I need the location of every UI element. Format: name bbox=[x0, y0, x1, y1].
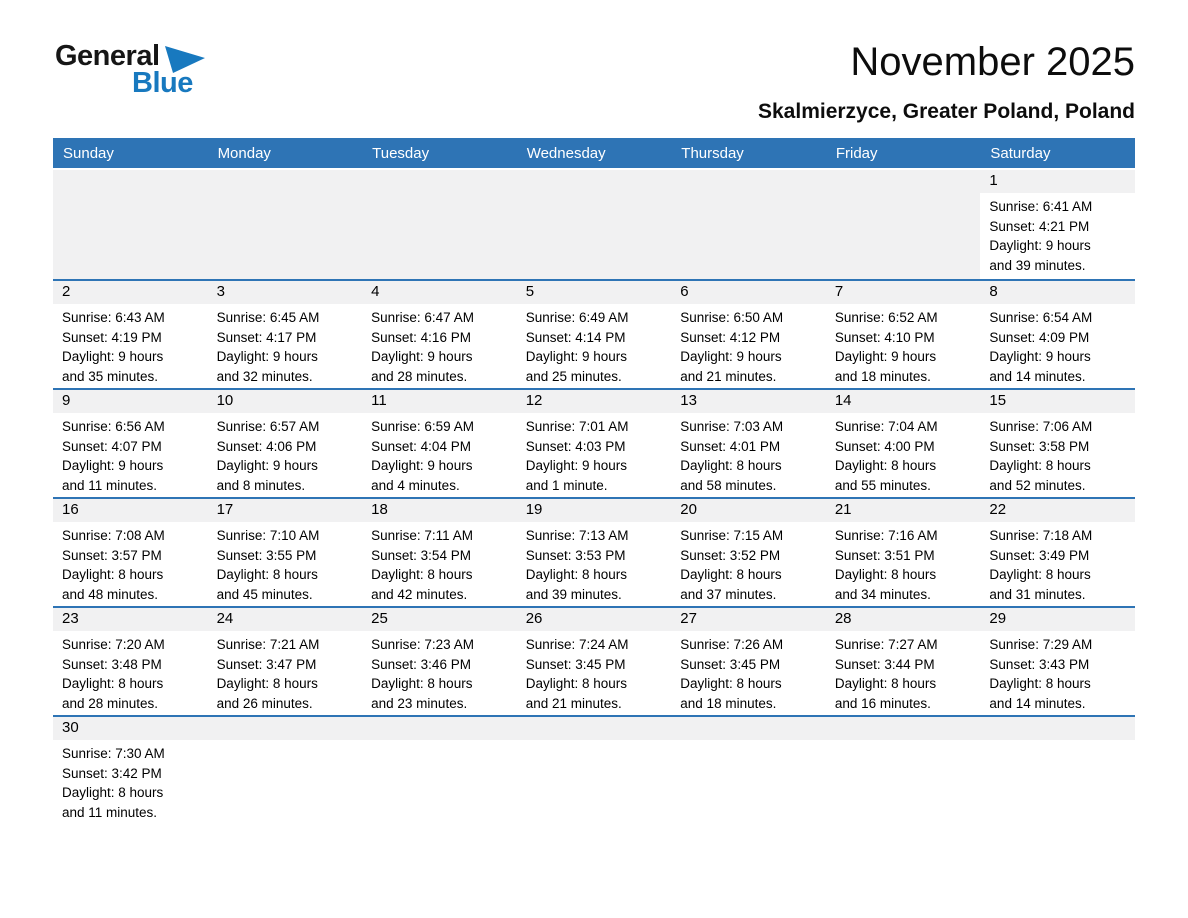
day-cell bbox=[517, 390, 672, 497]
day-cell-line: Sunrise: 6:52 AM bbox=[834, 310, 938, 325]
day-cell-line: Sunset: 3:49 PM bbox=[989, 547, 1090, 563]
day-cell-line: Sunrise: 6:47 AM bbox=[371, 310, 474, 325]
day-number: 25 bbox=[362, 608, 517, 631]
day-cell bbox=[980, 499, 1135, 606]
day-cell-line: and 28 minutes. bbox=[62, 695, 159, 711]
day-cell-line: Daylight: 8 hours bbox=[62, 785, 164, 800]
day-cell-line: Sunrise: 7:24 AM bbox=[525, 637, 629, 652]
day-cell-line: Daylight: 9 hours bbox=[834, 349, 937, 364]
weekday-label: Wednesday bbox=[526, 144, 606, 162]
day-cell-line: Sunrise: 6:43 AM bbox=[62, 310, 165, 325]
day-cell-line: Sunset: 3:52 PM bbox=[680, 547, 781, 563]
day-cell bbox=[980, 170, 1135, 279]
day-number: 3 bbox=[208, 281, 363, 304]
empty-day-cell bbox=[362, 170, 517, 279]
day-cell-line: Daylight: 8 hours bbox=[989, 676, 1091, 691]
weekday-label: Monday bbox=[217, 144, 271, 162]
day-number: 24 bbox=[208, 608, 363, 631]
day-cell-line: Sunset: 4:19 PM bbox=[62, 329, 162, 345]
day-cell-line: Daylight: 8 hours bbox=[989, 567, 1091, 582]
empty-number-band bbox=[826, 717, 981, 740]
day-cell-line: Sunrise: 7:16 AM bbox=[834, 528, 938, 543]
day-cell-line: Daylight: 9 hours bbox=[371, 349, 473, 364]
day-cell-line: Sunset: 3:53 PM bbox=[525, 547, 626, 563]
day-cell-line: and 14 minutes. bbox=[989, 368, 1086, 384]
day-cell-line: Sunset: 3:58 PM bbox=[989, 438, 1090, 454]
day-cell bbox=[53, 499, 208, 606]
day-cell bbox=[826, 281, 981, 388]
weekday-label: Sunday bbox=[63, 144, 114, 162]
day-cell bbox=[362, 390, 517, 497]
logo-text-blue: Blue bbox=[132, 67, 193, 99]
weekday-label: Saturday bbox=[990, 144, 1051, 162]
day-number: 1 bbox=[980, 170, 1135, 193]
day-cell-line: Sunset: 4:06 PM bbox=[216, 438, 317, 454]
week-row bbox=[53, 279, 1135, 388]
day-cell bbox=[671, 390, 826, 497]
day-number: 2 bbox=[53, 281, 208, 304]
day-cell-details bbox=[53, 631, 208, 713]
weekday-label: Tuesday bbox=[372, 144, 430, 162]
day-cell-line: Sunset: 3:46 PM bbox=[371, 656, 471, 672]
day-cell-details bbox=[517, 522, 672, 604]
day-cell-line: Sunrise: 6:54 AM bbox=[989, 310, 1093, 325]
day-cell bbox=[980, 390, 1135, 497]
day-cell-line: Sunrise: 7:23 AM bbox=[371, 637, 474, 652]
calendar bbox=[53, 138, 1135, 824]
day-cell-line: Sunrise: 7:13 AM bbox=[525, 528, 629, 543]
logo-text-general: General bbox=[55, 40, 160, 72]
day-cell-details bbox=[208, 631, 363, 713]
day-cell-details bbox=[980, 304, 1135, 386]
day-cell-details bbox=[362, 413, 517, 495]
day-cell-details bbox=[517, 304, 672, 386]
day-number: 14 bbox=[826, 390, 981, 413]
day-cell-line: Daylight: 8 hours bbox=[62, 676, 164, 691]
day-cell-line: and 18 minutes. bbox=[680, 695, 777, 711]
day-cell-line: and 37 minutes. bbox=[680, 586, 777, 602]
page-subtitle: Skalmierzyce, Greater Poland, Poland bbox=[758, 100, 1135, 123]
day-number: 5 bbox=[517, 281, 672, 304]
day-cell-details bbox=[671, 413, 826, 495]
week-row bbox=[53, 388, 1135, 497]
day-number: 6 bbox=[671, 281, 826, 304]
day-cell-line: Sunrise: 6:49 AM bbox=[525, 310, 629, 325]
day-number: 26 bbox=[517, 608, 672, 631]
day-cell-details bbox=[362, 522, 517, 604]
day-cell-line: and 21 minutes. bbox=[680, 368, 777, 384]
day-cell bbox=[517, 499, 672, 606]
day-cell-line: Daylight: 9 hours bbox=[525, 458, 628, 473]
day-cell-line: and 39 minutes. bbox=[525, 586, 622, 602]
day-cell-line: and 23 minutes. bbox=[371, 695, 468, 711]
day-cell-line: Sunrise: 7:04 AM bbox=[834, 419, 938, 434]
general-blue-logo bbox=[55, 40, 265, 104]
day-number: 8 bbox=[980, 281, 1135, 304]
day-cell-line: Sunrise: 7:27 AM bbox=[834, 637, 938, 652]
day-cell-line: and 45 minutes. bbox=[216, 586, 313, 602]
day-cell bbox=[208, 390, 363, 497]
day-cell-line: Sunset: 4:03 PM bbox=[525, 438, 626, 454]
day-cell-line: and 28 minutes. bbox=[371, 368, 468, 384]
day-cell-line: Daylight: 8 hours bbox=[525, 676, 628, 691]
day-cell-line: Daylight: 9 hours bbox=[216, 349, 318, 364]
day-cell-details bbox=[980, 413, 1135, 495]
day-cell-line: and 25 minutes. bbox=[525, 368, 622, 384]
title-block bbox=[265, 40, 1135, 124]
day-cell-line: Sunrise: 6:56 AM bbox=[62, 419, 165, 434]
day-cell-details bbox=[53, 304, 208, 386]
day-cell-line: and 8 minutes. bbox=[216, 477, 306, 493]
day-cell-line: Sunset: 4:00 PM bbox=[834, 438, 935, 454]
day-number: 9 bbox=[53, 390, 208, 413]
day-cell-line: and 26 minutes. bbox=[216, 695, 313, 711]
empty-day-cell bbox=[517, 170, 672, 279]
day-cell-line: Sunrise: 6:50 AM bbox=[680, 310, 784, 325]
day-number: 30 bbox=[53, 717, 208, 740]
day-cell-line: Daylight: 9 hours bbox=[989, 349, 1091, 364]
day-cell-line: and 31 minutes. bbox=[989, 586, 1086, 602]
day-cell-details bbox=[826, 522, 981, 604]
day-cell-line: and 42 minutes. bbox=[371, 586, 468, 602]
day-number: 23 bbox=[53, 608, 208, 631]
day-cell-line: Sunrise: 7:11 AM bbox=[371, 528, 473, 543]
day-cell-line: and 4 minutes. bbox=[371, 477, 460, 493]
day-cell bbox=[517, 281, 672, 388]
day-cell-line: and 55 minutes. bbox=[834, 477, 931, 493]
day-cell-line: Daylight: 8 hours bbox=[834, 567, 937, 582]
empty-day-cell bbox=[53, 170, 208, 279]
day-cell-line: Sunset: 3:47 PM bbox=[216, 656, 317, 672]
day-cell-line: and 11 minutes. bbox=[62, 804, 158, 820]
day-number: 7 bbox=[826, 281, 981, 304]
day-cell-line: and 48 minutes. bbox=[62, 586, 159, 602]
day-cell-details bbox=[53, 413, 208, 495]
day-cell-line: Sunset: 3:44 PM bbox=[834, 656, 935, 672]
day-cell-line: Sunrise: 7:06 AM bbox=[989, 419, 1093, 434]
week-row bbox=[53, 497, 1135, 606]
weekday-header-row bbox=[53, 138, 1135, 168]
day-cell-line: and 11 minutes. bbox=[62, 477, 158, 493]
day-cell-details bbox=[362, 304, 517, 386]
empty-day-cell bbox=[517, 717, 672, 824]
day-cell-line: Sunrise: 7:21 AM bbox=[216, 637, 320, 652]
day-cell-line: Daylight: 9 hours bbox=[680, 349, 782, 364]
day-cell bbox=[826, 608, 981, 715]
day-cell-line: Sunrise: 7:08 AM bbox=[62, 528, 165, 543]
day-cell-line: Sunrise: 6:45 AM bbox=[216, 310, 320, 325]
day-cell-line: and 39 minutes. bbox=[989, 257, 1086, 273]
day-number: 10 bbox=[208, 390, 363, 413]
day-cell-line: Sunset: 3:51 PM bbox=[834, 547, 935, 563]
day-cell-line: Sunset: 4:16 PM bbox=[371, 329, 471, 345]
day-cell-details bbox=[671, 304, 826, 386]
day-cell-details bbox=[671, 522, 826, 604]
day-cell-line: Sunrise: 7:10 AM bbox=[216, 528, 320, 543]
day-cell bbox=[208, 499, 363, 606]
day-cell-details bbox=[53, 522, 208, 604]
day-cell-details bbox=[208, 304, 363, 386]
day-cell bbox=[980, 281, 1135, 388]
day-cell-line: Daylight: 9 hours bbox=[525, 349, 628, 364]
empty-day-cell bbox=[208, 717, 363, 824]
day-cell bbox=[53, 390, 208, 497]
empty-day-cell bbox=[362, 717, 517, 824]
day-cell-details bbox=[362, 631, 517, 713]
day-cell bbox=[826, 499, 981, 606]
day-cell bbox=[826, 390, 981, 497]
day-cell-line: Sunset: 4:10 PM bbox=[834, 329, 935, 345]
day-number: 17 bbox=[208, 499, 363, 522]
day-cell-line: Sunrise: 7:18 AM bbox=[989, 528, 1093, 543]
day-cell bbox=[671, 608, 826, 715]
day-cell-line: Sunset: 3:45 PM bbox=[680, 656, 781, 672]
day-number: 27 bbox=[671, 608, 826, 631]
day-number: 12 bbox=[517, 390, 672, 413]
day-cell-line: Sunrise: 7:01 AM bbox=[525, 419, 629, 434]
day-cell-line: Daylight: 8 hours bbox=[834, 458, 937, 473]
day-cell-line: Daylight: 8 hours bbox=[834, 676, 937, 691]
day-cell-line: Sunrise: 7:15 AM bbox=[680, 528, 784, 543]
empty-number-band bbox=[208, 717, 363, 740]
day-cell-line: Daylight: 8 hours bbox=[525, 567, 628, 582]
day-cell-line: and 58 minutes. bbox=[680, 477, 777, 493]
day-cell-line: and 18 minutes. bbox=[834, 368, 931, 384]
day-cell-line: Sunrise: 7:03 AM bbox=[680, 419, 784, 434]
day-cell-line: and 52 minutes. bbox=[989, 477, 1086, 493]
day-cell bbox=[208, 281, 363, 388]
day-cell-details bbox=[53, 740, 208, 822]
day-cell-line: Sunset: 4:09 PM bbox=[989, 329, 1090, 345]
day-cell-line: Sunset: 3:45 PM bbox=[525, 656, 626, 672]
day-cell bbox=[362, 499, 517, 606]
day-cell bbox=[671, 499, 826, 606]
day-cell-line: Daylight: 8 hours bbox=[371, 676, 473, 691]
empty-day-cell bbox=[826, 170, 981, 279]
day-cell-details bbox=[208, 413, 363, 495]
day-cell-line: Sunset: 4:01 PM bbox=[680, 438, 781, 454]
day-cell-line: Sunset: 4:12 PM bbox=[680, 329, 781, 345]
day-cell-line: and 32 minutes. bbox=[216, 368, 313, 384]
day-cell bbox=[53, 281, 208, 388]
day-cell bbox=[53, 608, 208, 715]
day-cell-line: Daylight: 9 hours bbox=[989, 238, 1091, 253]
day-cell-line: Sunrise: 7:20 AM bbox=[62, 637, 165, 652]
day-cell-line: Sunset: 4:14 PM bbox=[525, 329, 626, 345]
day-cell bbox=[53, 717, 208, 824]
day-cell-line: Sunset: 3:57 PM bbox=[62, 547, 162, 563]
day-cell-line: Sunset: 3:42 PM bbox=[62, 765, 162, 781]
empty-day-cell bbox=[980, 717, 1135, 824]
page-header bbox=[0, 0, 1188, 138]
day-cell-line: Daylight: 8 hours bbox=[680, 567, 782, 582]
day-cell-details bbox=[980, 631, 1135, 713]
day-cell-line: and 16 minutes. bbox=[834, 695, 931, 711]
day-number: 13 bbox=[671, 390, 826, 413]
day-cell-details bbox=[671, 631, 826, 713]
day-number: 28 bbox=[826, 608, 981, 631]
day-number: 11 bbox=[362, 390, 517, 413]
day-cell-line: Daylight: 8 hours bbox=[216, 676, 318, 691]
day-cell-line: Sunrise: 6:59 AM bbox=[371, 419, 474, 434]
day-cell-line: Daylight: 8 hours bbox=[62, 567, 164, 582]
day-cell-line: Sunrise: 6:41 AM bbox=[989, 199, 1093, 214]
day-cell-line: Sunset: 4:17 PM bbox=[216, 329, 317, 345]
empty-number-band bbox=[362, 717, 517, 740]
day-cell bbox=[362, 608, 517, 715]
page-title: November 2025 bbox=[850, 40, 1135, 84]
day-cell-details bbox=[826, 631, 981, 713]
weekday-label: Friday bbox=[835, 144, 878, 162]
day-cell-line: and 1 minute. bbox=[525, 477, 608, 493]
day-number: 21 bbox=[826, 499, 981, 522]
day-cell-line: Daylight: 9 hours bbox=[216, 458, 318, 473]
day-cell-line: Sunrise: 7:26 AM bbox=[680, 637, 784, 652]
day-number: 4 bbox=[362, 281, 517, 304]
empty-number-band bbox=[980, 717, 1135, 740]
day-number: 22 bbox=[980, 499, 1135, 522]
day-cell-line: Sunrise: 6:57 AM bbox=[216, 419, 320, 434]
day-number: 16 bbox=[53, 499, 208, 522]
day-cell-line: Sunset: 3:55 PM bbox=[216, 547, 317, 563]
week-row bbox=[53, 170, 1135, 279]
day-cell-line: Daylight: 9 hours bbox=[62, 349, 164, 364]
day-cell-details bbox=[517, 413, 672, 495]
day-cell-line: Sunset: 3:43 PM bbox=[989, 656, 1090, 672]
day-cell-line: Daylight: 8 hours bbox=[989, 458, 1091, 473]
day-cell bbox=[208, 608, 363, 715]
empty-day-cell bbox=[671, 170, 826, 279]
day-cell-line: Sunrise: 7:29 AM bbox=[989, 637, 1093, 652]
day-cell-line: and 21 minutes. bbox=[525, 695, 622, 711]
week-row bbox=[53, 715, 1135, 824]
day-cell-details bbox=[517, 631, 672, 713]
day-number: 19 bbox=[517, 499, 672, 522]
day-cell-line: Sunset: 3:54 PM bbox=[371, 547, 471, 563]
day-cell-line: Daylight: 8 hours bbox=[680, 458, 782, 473]
day-cell-line: Daylight: 8 hours bbox=[216, 567, 318, 582]
day-cell-line: Daylight: 9 hours bbox=[371, 458, 473, 473]
week-row bbox=[53, 606, 1135, 715]
day-cell bbox=[517, 608, 672, 715]
day-cell-line: Daylight: 9 hours bbox=[62, 458, 164, 473]
day-cell-line: and 14 minutes. bbox=[989, 695, 1086, 711]
empty-day-cell bbox=[208, 170, 363, 279]
empty-day-cell bbox=[826, 717, 981, 824]
day-number: 20 bbox=[671, 499, 826, 522]
weekday-label: Thursday bbox=[681, 144, 744, 162]
day-number: 18 bbox=[362, 499, 517, 522]
day-cell-line: Sunset: 3:48 PM bbox=[62, 656, 162, 672]
day-number: 29 bbox=[980, 608, 1135, 631]
day-cell-line: Sunset: 4:21 PM bbox=[989, 218, 1090, 234]
day-number: 15 bbox=[980, 390, 1135, 413]
day-cell bbox=[980, 608, 1135, 715]
day-cell-details bbox=[980, 193, 1135, 275]
day-cell-line: Sunset: 4:07 PM bbox=[62, 438, 162, 454]
day-cell-line: and 35 minutes. bbox=[62, 368, 159, 384]
day-cell-details bbox=[208, 522, 363, 604]
day-cell-line: Sunrise: 7:30 AM bbox=[62, 746, 165, 761]
day-cell-line: Daylight: 8 hours bbox=[680, 676, 782, 691]
day-cell-line: Daylight: 8 hours bbox=[371, 567, 473, 582]
calendar-grid bbox=[53, 170, 1135, 824]
empty-number-band bbox=[671, 717, 826, 740]
day-cell-details bbox=[826, 413, 981, 495]
empty-day-cell bbox=[671, 717, 826, 824]
day-cell bbox=[671, 281, 826, 388]
day-cell-line: Sunset: 4:04 PM bbox=[371, 438, 471, 454]
day-cell-details bbox=[826, 304, 981, 386]
empty-number-band bbox=[517, 717, 672, 740]
day-cell bbox=[362, 281, 517, 388]
day-cell-details bbox=[980, 522, 1135, 604]
day-cell-line: and 34 minutes. bbox=[834, 586, 931, 602]
